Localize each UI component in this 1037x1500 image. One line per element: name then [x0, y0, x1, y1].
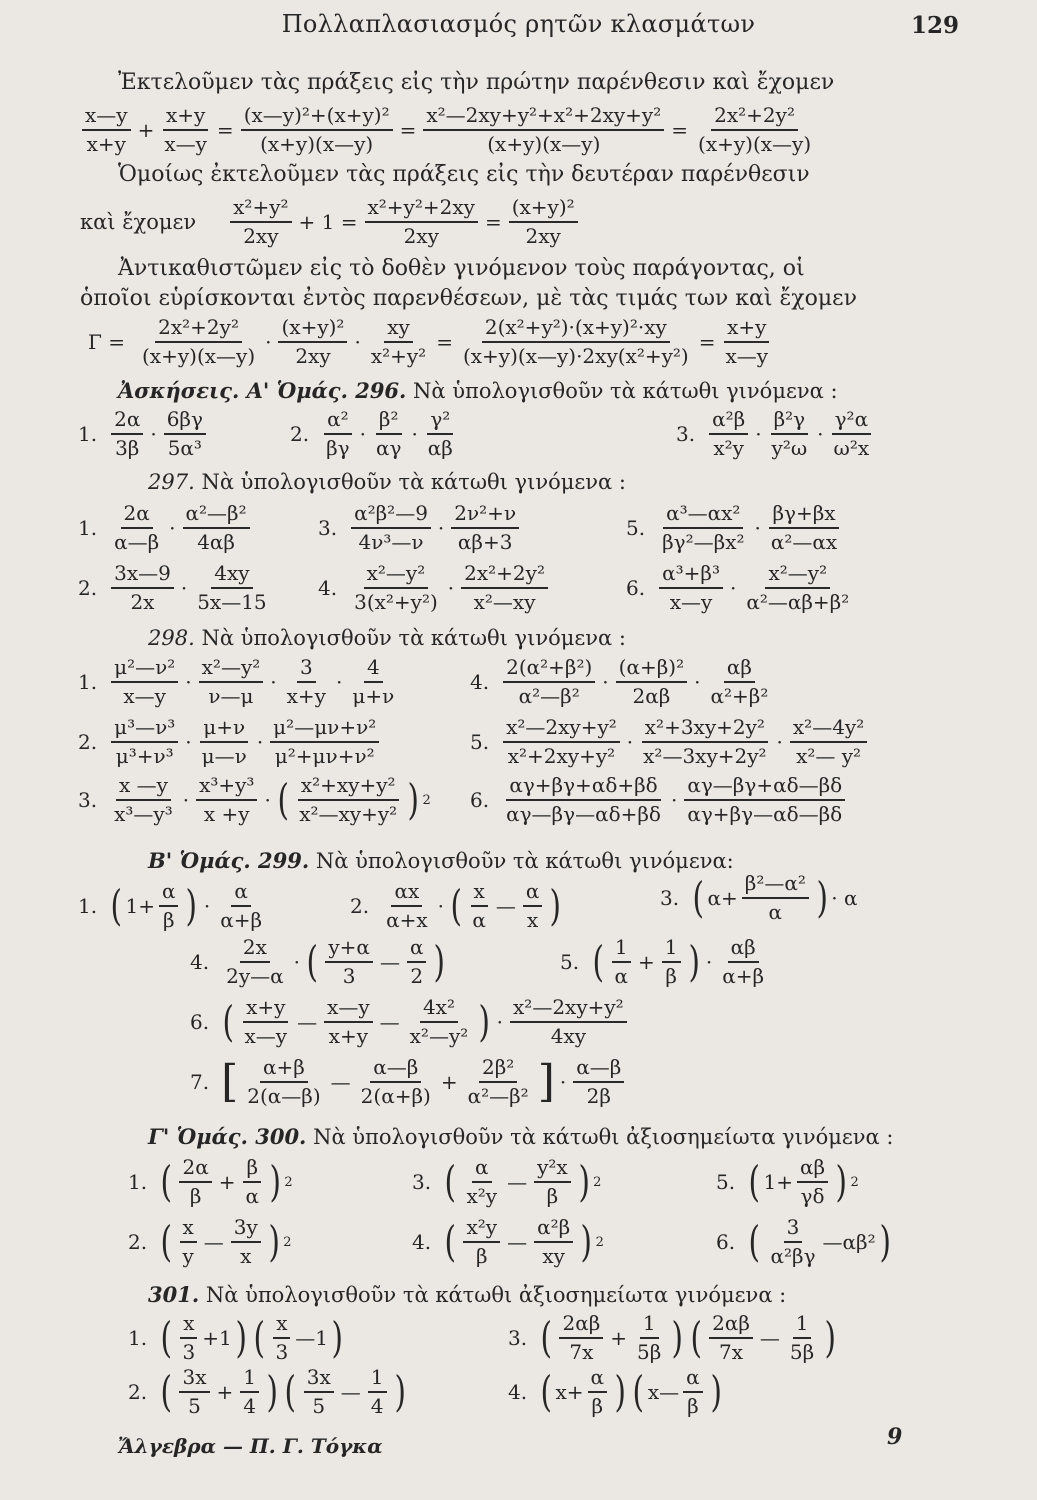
exercise-297-4: 4. $\frac{\text{x²—y²}}{\text{3(x²+y²)}}$ · $\frac{\text{2x²+2y²}}{\text{x²—xy}}$: [318, 562, 552, 614]
fraction: $\frac{\text{(x+y)²}}{2xy}$: [278, 316, 347, 368]
exercise-300-5: 5. ( 1+ $\frac{\alpha\beta}{\gamma\delta}$ ) 2: [716, 1155, 859, 1208]
fraction: $\frac{\text{γ²}}{\alpha\beta}$: [427, 407, 453, 460]
fraction: $\frac{x}{3}$: [179, 1312, 198, 1364]
fraction: $\frac{x}{y}$: [179, 1216, 196, 1268]
fraction: $\frac{x—y}{x+y}$: [82, 104, 131, 156]
exercise-298-3: 3. $\frac{x —y}{\text{x³—y³}}$ · $\frac{\text{x³+y³}}{x +y}$ · ( $\frac{\text{x²+xy+y²}}{\text{x²—xy+y²}}$ ) 2: [78, 773, 431, 826]
fraction: $\frac{\text{4x²}}{\text{x²—y²}}$: [409, 995, 469, 1048]
exercise-300-6: 6. ( $\frac{3}{\text{α²βγ}}$ —αβ² ): [716, 1215, 891, 1268]
fraction: $\frac{\text{α³+β³}}{x—y}$: [659, 562, 723, 614]
fraction: $\frac{\text{x²—2xy+y²}}{\text{x²+2xy+y²}}$: [503, 716, 620, 768]
fraction: $\frac{\text{β²—α²}}{\alpha}$: [742, 872, 809, 924]
page-header-title: Πολλαπλασιασμός ρητῶν κλασμάτων: [281, 10, 756, 38]
fraction: $\frac{\text{2(α²+β²)}}{\text{α²—β²}}$: [503, 656, 595, 708]
fraction: $\frac{3x—9}{2x}$: [111, 562, 174, 614]
worked-equation-1: $\frac{x—y}{x+y}$ + $\frac{x+y}{x—y}$ = $\frac{\text{(x—y)²+(x+y)²}}{(x+y)(x—y)}$ = $\frac{\text{x²—2xy+y²+x²+2xy+y²}}{(x+y)(x—y)}$ = $\frac{\text{2x²+2y²}}{(x+y)(x—y)}$: [78, 104, 818, 156]
exercise-301-1: 1. ( $\frac{x}{3}$ +1 ) ( $\frac{x}{3}$ —1 ): [128, 1311, 343, 1364]
exercise-298-2: 2. $\frac{\text{μ³—ν³}}{\text{μ³+ν³}}$ · $\frac{\mu+\nu}{\mu—\nu}$ · $\frac{\text{μ²—μν+ν²}}{\text{μ²+μν+ν²}}$: [78, 716, 383, 768]
fraction: $\frac{\alpha}{\beta}$: [588, 1366, 608, 1418]
fraction: $\frac{\text{x²—y²}}{\text{α²—αβ+β²}}$: [746, 561, 850, 614]
fraction: $\frac{x}{3}$: [272, 1312, 291, 1364]
fraction: $\frac{3y}{x}$: [231, 1216, 261, 1268]
fraction: $\frac{\text{x²—4y²}}{\text{x²— y²}}$: [790, 716, 867, 768]
exercise-297-3: 3. $\frac{\text{α²β²—9}}{\text{4ν³—ν}}$ · $\frac{\text{2ν²+ν}}{\alpha\beta+3}$: [318, 502, 523, 554]
fraction: $\frac{\alpha}{\text{x²y}}$: [466, 1155, 498, 1208]
exercise-301-4: 4. ( x+ $\frac{\alpha}{\beta}$ ) ( x— $\frac{\alpha}{\beta}$ ): [508, 1365, 722, 1418]
exercise-298-1: 1. $\frac{\text{μ²—ν²}}{x—y}$ · $\frac{\text{x²—y²}}{\nu—\mu}$ · $\frac{3}{x+y}$ · $\frac{4}{\mu+\nu}$: [78, 656, 401, 708]
fraction: $\frac{2\alpha\beta}{7x}$: [559, 1312, 603, 1364]
fraction: $\frac{\text{μ²—ν²}}{x—y}$: [111, 656, 178, 708]
exercise-297-5: 5. $\frac{\text{α³—αx²}}{\text{βγ²—βx²}}$ · $\frac{\beta\gamma+\beta x}{\text{α²—αx}}$: [626, 502, 844, 554]
fraction: $\frac{\text{x²—2xy+y²}}{4xy}$: [510, 996, 627, 1048]
fraction: $\frac{3x}{5}$: [304, 1366, 334, 1418]
fraction: $\frac{\mu+\nu}{\mu—\nu}$: [201, 715, 247, 768]
fraction: $\frac{1}{\beta}$: [662, 936, 681, 988]
exercise-299-3: 3. ( α+ $\frac{\text{β²—α²}}{\alpha}$ ) · α: [660, 871, 858, 924]
fraction: $\frac{\text{2x²+2y²}}{(x+y)(x—y)}$: [698, 103, 812, 156]
exercise-296-heading: Ἀσκήσεις. Α' Ὁμάς. 296. Νὰ ὑπολογισθοῦν τὰ κάτωθι γινόμενα :: [118, 378, 838, 403]
fraction: $\frac{\text{x²y}}{\beta}$: [463, 1216, 500, 1268]
fraction: $\frac{\alpha}{\beta}$: [683, 1366, 703, 1418]
fraction: $\frac{2x}{2y—\alpha}$: [226, 935, 284, 988]
fraction: $\frac{\text{α²β²—9}}{\text{4ν³—ν}}$: [351, 502, 431, 554]
worked-equation-2: καὶ ἔχομεν $\frac{\text{x²+y²}}{2xy}$ + 1 = $\frac{\text{x²+y²+2xy}}{2xy}$ = $\frac{\text{(x+y)²}}{2xy}$: [80, 196, 582, 248]
fraction: $\frac{\text{x²—y²}}{\nu—\mu}$: [199, 656, 264, 708]
fraction: $\frac{\text{α²—β²}}{4\alpha\beta}$: [183, 502, 250, 554]
exercise-298-6: 6. $\frac{\alpha\gamma+\beta\gamma+\alpha\delta+\beta\delta}{\alpha\gamma—\beta\gamma—\alpha\delta+\beta\delta}$ · $\frac{\alpha\gamma—\beta\gamma+\alpha\delta—\beta\delta}{\alpha\gamma+\beta\gamma—\alpha\delta—\beta\delta}$: [470, 774, 849, 826]
exercise-299-5: 5. ( $\frac{1}{\alpha}$ + $\frac{1}{\beta}$ ) · $\frac{\alpha\beta}{\alpha+\beta}$: [560, 936, 771, 988]
exercise-297-2: 2. $\frac{3x—9}{2x}$ · $\frac{4xy}{5x—15}$: [78, 562, 274, 614]
fraction: $\frac{\beta\gamma+\beta x}{\text{α²—αx}}$: [770, 501, 838, 554]
fraction: $\frac{\alpha}{x}$: [523, 880, 543, 932]
exercise-300-2: 2. ( $\frac{x}{y}$ — $\frac{3y}{x}$ ) 2: [128, 1215, 292, 1268]
fraction: $\frac{\text{(x+y)²}}{2xy}$: [509, 196, 578, 248]
fraction: $\frac{\beta}{\alpha}$: [242, 1156, 262, 1208]
fraction: $\frac{\alpha—\beta}{2\beta}$: [573, 1056, 624, 1108]
exercise-297-6: 6. $\frac{\text{α³+β³}}{x—y}$ · $\frac{\text{x²—y²}}{\text{α²—αβ+β²}}$: [626, 562, 856, 614]
fraction: $\frac{y+\alpha}{3}$: [325, 936, 373, 988]
fraction: $\frac{\text{α²}}{\beta\gamma}$: [323, 408, 353, 460]
fraction: $\frac{1}{4}$: [368, 1366, 387, 1418]
fraction: $\frac{6\beta\gamma}{\text{5α³}}$: [164, 408, 206, 460]
fraction: $\frac{\text{(α+β)²}}{2\alpha\beta}$: [616, 656, 687, 708]
fraction: $\frac{\text{α³—αx²}}{\text{βγ²—βx²}}$: [662, 501, 745, 554]
fraction: $\frac{2\alpha}{\beta}$: [179, 1156, 211, 1208]
fraction: $\frac{1}{\alpha}$: [611, 936, 631, 988]
fraction: $\frac{\text{y²x}}{\beta}$: [534, 1156, 571, 1208]
exercise-298-heading: 298. Νὰ ὑπολογισθοῦν τὰ κάτωθι γινόμενα :: [148, 626, 626, 650]
fraction: $\frac{x+y}{x—y}$: [725, 315, 769, 368]
worked-equation-3: Γ = $\frac{\text{2x²+2y²}}{(x+y)(x—y)}$ · $\frac{\text{(x+y)²}}{2xy}$ · $\frac{xy}{\text{x²+y²}}$ = $\frac{\text{2(x²+y²)·(x+y)²·xy}}{\text{(x+y)(x—y)·2xy(x²+y²)}}$ = $\frac{x+y}{x—y}$: [88, 316, 775, 368]
exercise-296-3: 3. $\frac{\text{α²β}}{\text{x²y}}$ · $\frac{\text{β²γ}}{\text{y²ω}}$ · $\frac{\text{γ²α}}{\text{ω²x}}$: [676, 408, 876, 460]
fraction: $\frac{2\alpha}{3\beta}$: [111, 408, 143, 460]
exercise-299-2: 2. $\frac{\alpha x}{\alpha+x}$ · ( $\frac{x}{\alpha}$ — $\frac{\alpha}{x}$ ): [350, 879, 562, 932]
exercise-299-6: 6. ( $\frac{x+y}{x—y}$ — $\frac{x—y}{x+y}$ — $\frac{\text{4x²}}{\text{x²—y²}}$ ) · $\frac{\text{x²—2xy+y²}}{4xy}$: [190, 996, 631, 1048]
fraction: $\frac{\text{2x²+2y²}}{\text{x²—xy}}$: [461, 562, 548, 614]
fraction: $\frac{\text{x²+3xy+2y²}}{\text{x²—3xy+2y²}}$: [643, 715, 767, 768]
fraction: $\frac{1}{4}$: [240, 1366, 259, 1418]
fraction: $\frac{\text{β²}}{\alpha\gamma}$: [375, 407, 402, 460]
fraction: $\frac{1}{5\beta}$: [637, 1311, 662, 1364]
exercise-301-heading: 301. Νὰ ὑπολογισθοῦν τὰ κάτωθι ἀξιοσημείωτα γινόμενα :: [148, 1282, 787, 1307]
fraction: $\frac{x —y}{\text{x³—y³}}$: [114, 773, 173, 826]
intro-line-2: Ὁμοίως ἐκτελοῦμεν τὰς πράξεις εἰς τὴν δευτέραν παρένθεσιν: [118, 162, 810, 187]
fraction: $\frac{\text{x²+xy+y²}}{\text{x²—xy+y²}}$: [299, 773, 398, 826]
fraction: $\frac{\alpha}{\alpha+\beta}$: [220, 879, 263, 932]
fraction: $\frac{\alpha+\beta}{2(\alpha—\beta)}$: [247, 1055, 321, 1108]
exercise-300-heading: Γ' Ὁμάς. 300. Νὰ ὑπολογισθοῦν τὰ κάτωθι ἀξιοσημείωτα γινόμενα :: [148, 1124, 894, 1149]
fraction: $\frac{\text{x³+y³}}{x +y}$: [196, 774, 257, 826]
intro-line-5: ὁποῖοι εὑρίσκονται ἐντὸς παρενθέσεων, μὲ τὰς τιμάς των καὶ ἔχομεν: [80, 286, 857, 311]
fraction: $\frac{\text{(x—y)²+(x+y)²}}{(x+y)(x—y)}$: [241, 104, 393, 156]
fraction: $\frac{2\alpha\beta}{7x}$: [709, 1312, 753, 1364]
fraction: $\frac{\alpha\beta}{\text{α²+β²}}$: [710, 655, 769, 708]
fraction: $\frac{\text{x²—2xy+y²+x²+2xy+y²}}{(x+y)(x—y)}$: [423, 104, 664, 156]
fraction: $\frac{\text{x²+y²}}{2xy}$: [230, 196, 291, 248]
fraction: $\frac{\alpha x}{\alpha+x}$: [386, 879, 428, 932]
fraction: $\frac{4xy}{5x—15}$: [197, 561, 267, 614]
exercise-301-3: 3. ( $\frac{2\alpha\beta}{7x}$ + $\frac{1}{5\beta}$ ) ( $\frac{2\alpha\beta}{7x}$ — $\frac{1}{5\beta}$ ): [508, 1311, 837, 1364]
fraction: $\frac{\alpha\gamma+\beta\gamma+\alpha\delta+\beta\delta}{\alpha\gamma—\beta\gamma—\alpha\delta+\beta\delta}$: [506, 773, 661, 826]
fraction: $\frac{3}{x+y}$: [286, 655, 326, 708]
fraction: $\frac{\alpha}{2}$: [407, 936, 427, 988]
footer-book-title: Ἄλγεβρα — Π. Γ. Τόγκα: [118, 1434, 383, 1458]
fraction: $\frac{x—y}{x+y}$: [324, 996, 373, 1048]
fraction: $\frac{1}{5\beta}$: [789, 1311, 815, 1364]
page-number: 129: [910, 12, 959, 39]
intro-line-1: Ἐκτελοῦμεν τὰς πράξεις εἰς τὴν πρώτην παρένθεσιν καὶ ἔχομεν: [118, 70, 835, 95]
fraction: $\frac{\alpha\beta}{\gamma\delta}$: [797, 1156, 828, 1208]
fraction: $\frac{3x}{5}$: [179, 1366, 209, 1418]
exercise-300-4: 4. ( $\frac{\text{x²y}}{\beta}$ — $\frac{\text{α²β}}{xy}$ ) 2: [412, 1215, 604, 1268]
exercise-297-heading: 297. Νὰ ὑπολογισθοῦν τὰ κάτωθι γινόμενα :: [148, 470, 626, 494]
fraction: $\frac{\text{2β²}}{\text{α²—β²}}$: [467, 1055, 529, 1108]
fraction: $\frac{\text{2x²+2y²}}{(x+y)(x—y)}$: [142, 315, 256, 368]
exercise-298-4: 4. $\frac{\text{2(α²+β²)}}{\text{α²—β²}}$ · $\frac{\text{(α+β)²}}{2\alpha\beta}$ · $\frac{\alpha\beta}{\text{α²+β²}}$: [470, 656, 775, 708]
fraction: $\frac{\text{2(x²+y²)·(x+y)²·xy}}{\text{(x+y)(x—y)·2xy(x²+y²)}}$: [462, 315, 689, 368]
fraction: $\frac{2\alpha}{\alpha—\beta}$: [114, 501, 160, 554]
fraction: $\frac{\alpha\gamma—\beta\gamma+\alpha\delta—\beta\delta}{\alpha\gamma+\beta\gamma—\alpha\delta—\beta\delta}$: [684, 774, 845, 826]
fraction: $\frac{\text{α²β}}{xy}$: [534, 1216, 573, 1268]
fraction: $\frac{\alpha\beta}{\alpha+\beta}$: [722, 935, 765, 988]
fraction: $\frac{\text{μ³—ν³}}{\text{μ³+ν³}}$: [111, 716, 178, 768]
exercise-299-heading: Β' Ὁμάς. 299. Νὰ ὑπολογισθοῦν τὰ κάτωθι γινόμενα:: [148, 848, 734, 873]
footer-signature-number: 9: [887, 1424, 903, 1450]
exercise-297-1: 1. $\frac{2\alpha}{\alpha—\beta}$ · $\frac{\text{α²—β²}}{4\alpha\beta}$: [78, 502, 254, 554]
fraction: $\frac{x+y}{x—y}$: [244, 995, 288, 1048]
exercise-299-1: 1. ( 1+ $\frac{\alpha}{\beta}$ ) · $\frac{\alpha}{\alpha+\beta}$: [78, 880, 269, 932]
exercise-298-5: 5. $\frac{\text{x²—2xy+y²}}{\text{x²+2xy+y²}}$ · $\frac{\text{x²+3xy+2y²}}{\text{x²—3xy+2y²}}$ · $\frac{\text{x²—4y²}}{\text{x²— y²}}$: [470, 716, 871, 768]
exercise-296-2: 2. $\frac{\text{α²}}{\beta\gamma}$ · $\frac{\text{β²}}{\alpha\gamma}$ · $\frac{\text{γ²}}{\alpha\beta}$: [290, 408, 460, 460]
exercise-300-1: 1. ( $\frac{2\alpha}{\beta}$ + $\frac{\beta}{\alpha}$ ) 2: [128, 1155, 293, 1208]
fraction: $\frac{\text{γ²α}}{\text{ω²x}}$: [833, 407, 870, 460]
intro-line-4: Ἀντικαθιστῶμεν εἰς τὸ δοθὲν γινόμενον τοὺς παράγοντας, οἱ: [118, 256, 805, 281]
fraction: $\frac{\alpha}{\beta}$: [159, 880, 179, 932]
fraction: $\frac{\text{2ν²+ν}}{\alpha\beta+3}$: [451, 502, 519, 554]
fraction: $\frac{\text{β²γ}}{\text{y²ω}}$: [771, 407, 808, 460]
fraction: $\frac{x+y}{x—y}$: [164, 103, 207, 156]
exercise-296-1: 1. $\frac{2\alpha}{3\beta}$ · $\frac{6\beta\gamma}{\text{5α³}}$: [78, 408, 210, 460]
fraction: $\frac{xy}{\text{x²+y²}}$: [370, 315, 427, 368]
fraction: $\frac{\text{α²β}}{\text{x²y}}$: [709, 408, 748, 460]
fraction: $\frac{3}{\text{α²βγ}}$: [770, 1215, 816, 1268]
fraction: $\frac{\text{x²+y²+2xy}}{2xy}$: [365, 196, 478, 248]
exercise-301-2: 2. ( $\frac{3x}{5}$ + $\frac{1}{4}$ ) ( $\frac{3x}{5}$ — $\frac{1}{4}$ ): [128, 1365, 406, 1418]
exercise-299-7: 7. [ $\frac{\alpha+\beta}{2(\alpha—\beta)}$ — $\frac{\alpha—\beta}{2(\alpha+\beta)}$ + $\frac{\text{2β²}}{\text{α²—β²}}$ ] · $\frac{\alpha—\beta}{2\beta}$: [190, 1056, 628, 1108]
exercise-300-3: 3. ( $\frac{\alpha}{\text{x²y}}$ — $\frac{\text{y²x}}{\beta}$ ) 2: [412, 1155, 602, 1208]
fraction: $\frac{4}{\mu+\nu}$: [352, 655, 395, 708]
exercise-299-4: 4. $\frac{2x}{2y—\alpha}$ · ( $\frac{y+\alpha}{3}$ — $\frac{\alpha}{2}$ ): [190, 935, 446, 988]
fraction: $\frac{\text{x²—y²}}{\text{3(x²+y²)}}$: [354, 561, 438, 614]
fraction: $\frac{\alpha—\beta}{2(\alpha+\beta)}$: [360, 1055, 431, 1108]
fraction: $\frac{\text{μ²—μν+ν²}}{\text{μ²+μν+ν²}}$: [270, 716, 379, 768]
fraction: $\frac{x}{\alpha}$: [472, 879, 486, 932]
